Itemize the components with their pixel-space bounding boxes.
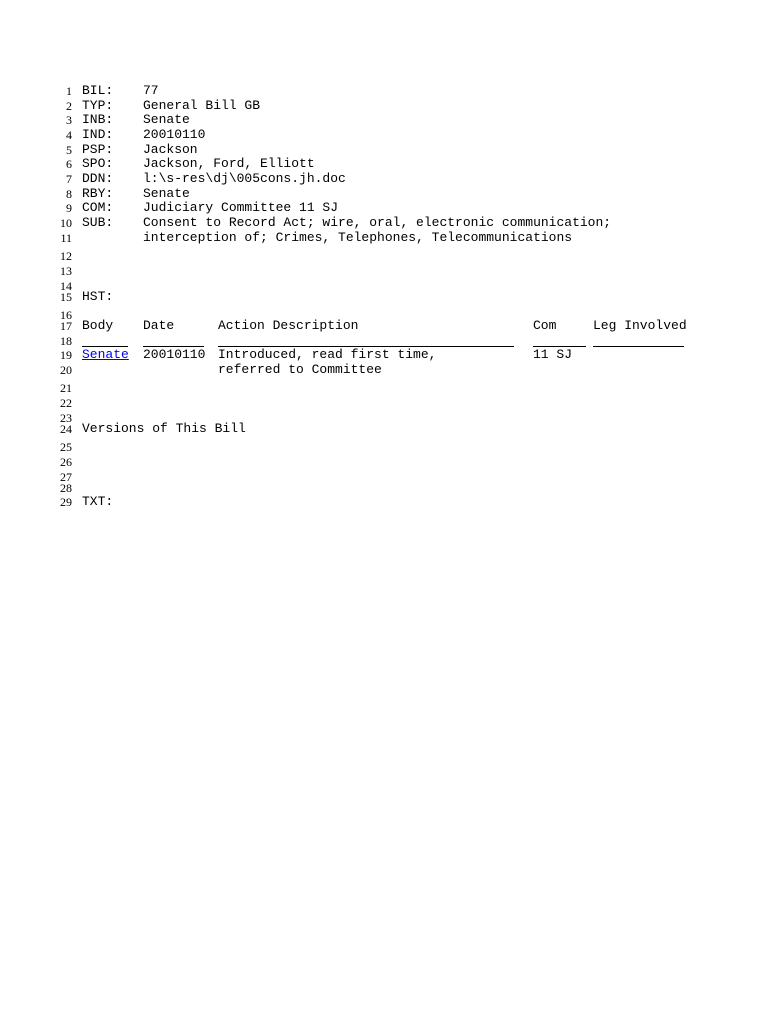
line-number: 16 [60,308,72,322]
field-value-ind: 20010110 [143,127,206,142]
history-row-com: 11 SJ [533,347,573,362]
line-number: 20 [60,363,72,377]
history-row-date: 20010110 [143,347,206,362]
field-label-ind: IND: [82,127,114,142]
field-value-sub-continued: interception of; Crimes, Telephones, Telecommunications [143,230,573,245]
column-header-action: Action Description [218,318,359,333]
column-header-date: Date [143,318,175,333]
column-header-leg: Leg Involved [593,318,687,333]
field-label-spo: SPO: [82,156,114,171]
history-row-body-link[interactable]: Senate [82,347,129,362]
field-value-inb: Senate [143,112,190,127]
field-label-sub: SUB: [82,215,114,230]
line-number: 8 [66,187,72,201]
field-label-rby: RBY: [82,186,114,201]
field-value-rby: Senate [143,186,190,201]
line-number: 24 [60,422,72,436]
line-number: 15 [60,290,72,304]
line-number: 29 [60,495,72,509]
field-label-bil: BIL: [82,83,114,98]
field-label-com: COM: [82,200,114,215]
column-header-com: Com [533,318,557,333]
versions-heading: Versions of This Bill [82,421,246,436]
field-label-psp: PSP: [82,142,114,157]
column-rule-leg [593,346,684,347]
line-number: 13 [60,264,72,278]
line-number: 7 [66,172,72,186]
line-number: 5 [66,143,72,157]
line-number: 21 [60,381,72,395]
field-label-typ: TYP: [82,98,114,113]
field-label-inb: INB: [82,112,114,127]
line-number: 1 [66,84,72,98]
history-row-action: Introduced, read first time, [218,347,437,362]
line-number: 19 [60,348,72,362]
history-row-action-continued: referred to Committee [218,362,382,377]
line-number: 23 [60,411,72,425]
field-value-spo: Jackson, Ford, Elliott [143,156,315,171]
line-number: 9 [66,201,72,215]
line-number: 17 [60,319,72,333]
line-number: 6 [66,157,72,171]
line-number: 18 [60,334,72,348]
column-header-body: Body [82,318,114,333]
line-number: 3 [66,113,72,127]
line-number: 4 [66,128,72,142]
field-value-com: Judiciary Committee 11 SJ [143,200,339,215]
line-number: 26 [60,455,72,469]
txt-label: TXT: [82,494,114,509]
field-value-bil: 77 [143,83,159,98]
line-number: 2 [66,99,72,113]
line-number: 12 [60,249,72,263]
field-value-sub: Consent to Record Act; wire, oral, electronic communication; [143,215,612,230]
line-number: 10 [60,216,72,230]
field-value-psp: Jackson [143,142,198,157]
field-value-ddn: l:\s-res\dj\005cons.jh.doc [143,171,346,186]
line-number: 25 [60,440,72,454]
line-number: 14 [60,279,72,293]
field-value-typ: General Bill GB [143,98,261,113]
line-number: 27 [60,470,72,484]
line-number: 28 [60,481,72,495]
history-label: HST: [82,289,114,304]
line-number: 22 [60,396,72,410]
line-number: 11 [60,231,72,245]
field-label-ddn: DDN: [82,171,114,186]
